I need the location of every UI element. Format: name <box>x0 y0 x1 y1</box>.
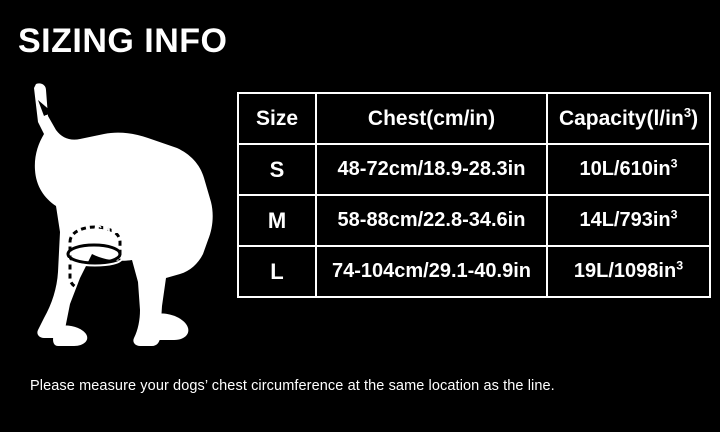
dog-silhouette-icon <box>8 82 223 352</box>
cell-size-s: S <box>238 144 316 195</box>
cell-capacity-s <box>547 144 710 195</box>
column-header-chest: Chest(cm/in) <box>316 93 547 144</box>
cell-capacity-s-superscript: 3 <box>670 156 678 171</box>
cell-capacity-l <box>547 246 710 297</box>
sizing-table <box>237 92 711 298</box>
cell-capacity-m-superscript: 3 <box>670 207 678 222</box>
measurement-instruction: Please measure your dogs’ chest circumference at the same location as the line. <box>30 378 555 394</box>
table-row <box>238 195 710 246</box>
table-row <box>238 246 710 297</box>
cell-size-l: L <box>238 246 316 297</box>
cell-capacity-s-main: 10L/610in <box>579 158 671 180</box>
column-header-capacity-tail: ) <box>691 106 699 130</box>
chest-label: CHEST <box>94 224 134 236</box>
column-header-capacity-superscript: 3 <box>683 104 692 120</box>
table-header-row <box>238 93 710 144</box>
cell-capacity-m-main: 14L/793in <box>579 209 671 231</box>
cell-size-m: M <box>238 195 316 246</box>
cell-capacity-l-main: 19L/1098in <box>573 260 677 282</box>
table-body <box>238 144 710 297</box>
cell-capacity-l-superscript: 3 <box>676 258 684 273</box>
column-header-capacity <box>547 93 710 144</box>
dog-illustration <box>8 82 223 352</box>
column-header-size: Size <box>238 93 316 144</box>
cell-chest-l: 74-104cm/29.1-40.9in <box>316 246 547 297</box>
table-header <box>238 93 710 144</box>
cell-chest-s: 48-72cm/18.9-28.3in <box>316 144 547 195</box>
cell-chest-m: 58-88cm/22.8-34.6in <box>316 195 547 246</box>
cell-capacity-m <box>547 195 710 246</box>
page-title: SIZING INFO <box>18 22 228 60</box>
table-row <box>238 144 710 195</box>
column-header-capacity-main: Capacity(l/in <box>558 106 684 130</box>
